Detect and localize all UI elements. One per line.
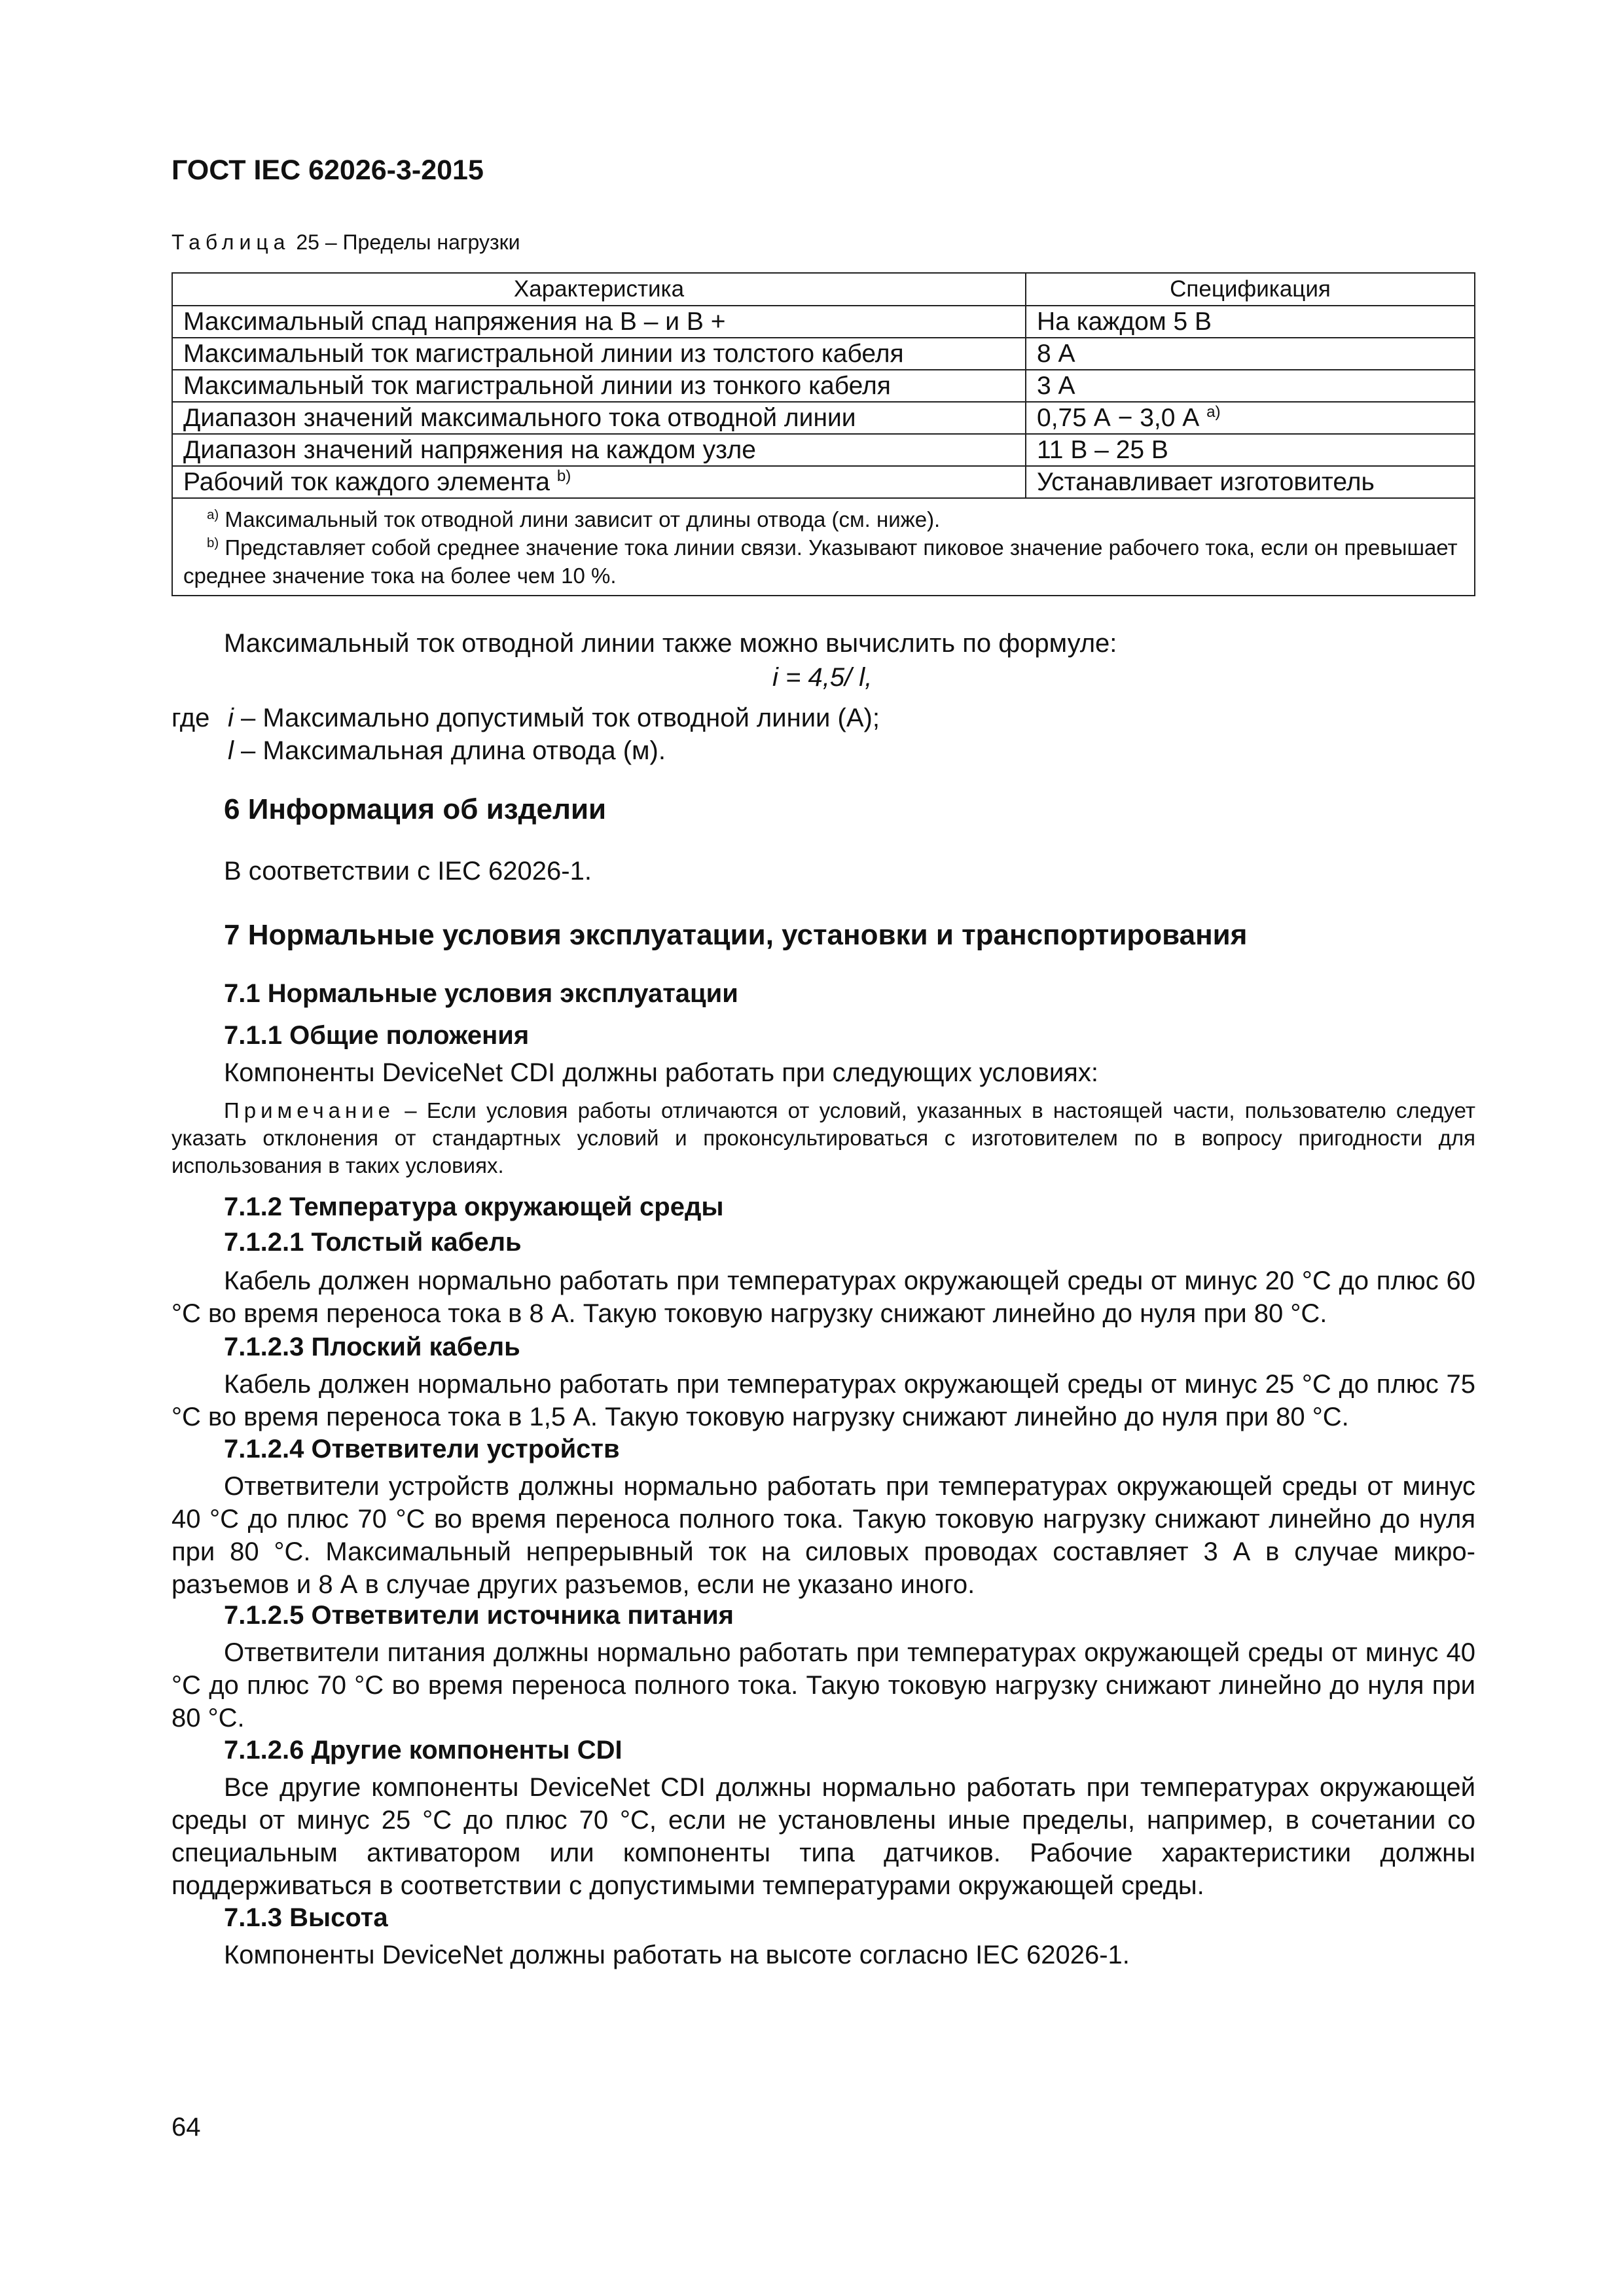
note-paragraph: [171, 1097, 1475, 1179]
var-description: – Максимальная длина отвода (м).: [233, 736, 666, 765]
table-notes-row: [172, 498, 1475, 596]
document-title: ГОСТ IEC 62026-3-2015: [171, 154, 484, 186]
cell-characteristic: Максимальный спад напряжения на В – и В +: [172, 306, 1026, 338]
table-row: [172, 434, 1475, 466]
cell-specification: Устанавливает изготовитель: [1026, 466, 1475, 498]
cell-characteristic: Диапазон значений максимального тока отводной линии: [172, 402, 1026, 434]
note-text: Максимальный ток отводной лини зависит от длины отвода (см. ниже).: [219, 507, 941, 531]
section-6-heading: 6 Информация об изделии: [224, 793, 607, 825]
section-7-1-2-5-heading: 7.1.2.5 Ответвители источника питания: [224, 1601, 734, 1630]
table-row: [172, 370, 1475, 402]
table-caption-word: Таблица: [171, 230, 291, 254]
section-7-1-2-1-text: Кабель должен нормально работать при температурах окружающей среды от минус 20 °С до плюс 60 °С во время переноса тока в 8 А. Такую токовую нагрузку снижают линейно до нуля при 80 °С.: [171, 1266, 1475, 1328]
footnote-ref-b: b): [556, 467, 571, 485]
section-7-1-1-heading: 7.1.1 Общие положения: [224, 1021, 530, 1050]
section-7-1-2-heading: 7.1.2 Температура окружающей среды: [224, 1193, 724, 1221]
cell-characteristic: Максимальный ток магистральной линии из тонкого кабеля: [172, 370, 1026, 402]
header-characteristic: Характеристика: [172, 273, 1026, 306]
cell-characteristic: Максимальный ток магистральной линии из толстого кабеля: [172, 338, 1026, 370]
section-7-1-heading: 7.1 Нормальные условия эксплуатации: [224, 979, 738, 1008]
section-7-1-2-3-heading: 7.1.2.3 Плоский кабель: [224, 1333, 520, 1361]
section-7-1-2-5-text: Ответвители питания должны нормально работать при температурах окружающей среды от минус 40 °С до плюс 70 °С во время переноса полного тока. Такую токовую нагрузку снижают линейно до нуля при 80 °С.: [171, 1638, 1475, 1732]
header-specification: Спецификация: [1026, 273, 1475, 306]
cell-specification: 3 А: [1026, 370, 1475, 402]
cell-specification: На каждом 5 В: [1026, 306, 1475, 338]
table-notes: [172, 498, 1475, 596]
section-7-1-2-3-text: Кабель должен нормально работать при температурах окружающей среды от минус 25 °С до плюс 75 °С во время переноса тока в 1,5 А. Такую токовую нагрузку снижают линейно до нуля при 80 °С.: [171, 1370, 1475, 1431]
cell-specification: 8 А: [1026, 338, 1475, 370]
table-caption: [171, 230, 520, 255]
table-note: [183, 505, 1464, 533]
spec-value: 0,75 А − 3,0 А: [1037, 404, 1200, 432]
section-7-1-2-6-text: Все другие компоненты DeviceNet CDI должны нормально работать при температурах окружающей среды от минус 25 °С до плюс 70 °С, если не установлены иные пределы, например, в сочетании со специальным активатором или компоненты типа датчиков. Рабочие характеристики должны поддерживаться в соответствии с допустимыми температурами окружающей среды.: [171, 1773, 1475, 1900]
section-7-1-2-4-heading: 7.1.2.4 Ответвители устройств: [224, 1435, 620, 1463]
note-mark: b): [207, 535, 219, 550]
table-row: [172, 306, 1475, 338]
table-row: [172, 466, 1475, 498]
note-label: Примечание: [224, 1098, 395, 1122]
page-number: 64: [171, 2113, 201, 2142]
section-7-1-3-heading: 7.1.3 Высота: [224, 1903, 388, 1932]
formula-var-i: [228, 702, 880, 734]
table-header-row: [172, 273, 1475, 306]
cell-specification: 11 В – 25 В: [1026, 434, 1475, 466]
table-row: [172, 338, 1475, 370]
section-7-1-2-1-heading: 7.1.2.1 Толстый кабель: [224, 1228, 522, 1257]
char-value: Рабочий ток каждого элемента: [183, 468, 550, 496]
section-7-1-2-6-heading: 7.1.2.6 Другие компоненты CDI: [224, 1736, 623, 1765]
note-text: Представляет собой среднее значение тока линии связи. Указывают пиковое значение рабочего тока, если он превышает среднее значение тока на более чем 10 %.: [183, 535, 1458, 588]
table-caption-text: 25 – Пределы нагрузки: [290, 230, 520, 254]
note-mark: a): [207, 507, 219, 522]
section-7-1-1-text: Компоненты DeviceNet CDI должны работать при следующих условиях:: [224, 1058, 1098, 1087]
cell-characteristic: [172, 466, 1026, 498]
formula-intro: Максимальный ток отводной линии также можно вычислить по формуле:: [224, 629, 1117, 658]
footnote-ref-a: a): [1206, 403, 1221, 421]
var-description: – Максимально допустимый ток отводной линии (А);: [233, 704, 880, 732]
formula-var-l: [228, 734, 666, 767]
cell-specification: [1026, 402, 1475, 434]
section-7-heading: 7 Нормальные условия эксплуатации, установки и транспортирования: [224, 919, 1248, 951]
section-7-1-2-4-text: Ответвители устройств должны нормально работать при температурах окружающей среды от минус 40 °С до плюс 70 °С во время переноса полного тока. Такую токовую нагрузку снижают линейно до нуля при 80 °С. Максимальный непрерывный ток на силовых проводах составляет 3 А в случае микро-разъемов и 8 А в случае других разъемов, если не указано иного.: [171, 1472, 1475, 1599]
cell-characteristic: Диапазон значений напряжения на каждом узле: [172, 434, 1026, 466]
note-body: – Если условия работы отличаются от условий, указанных в настоящей части, пользователю следует указать отклонения от стандартных условий и проконсультироваться с изготовителем по в вопросу пригодности для использования в таких условиях.: [171, 1098, 1475, 1177]
section-6-text: В соответствии с IEC 62026-1.: [224, 857, 592, 886]
formula-where: где: [171, 704, 210, 732]
section-7-1-3-text: Компоненты DeviceNet должны работать на высоте согласно IEC 62026-1.: [224, 1941, 1130, 1969]
var-symbol: i: [228, 704, 234, 732]
var-symbol: l: [228, 736, 234, 765]
formula: i = 4,5/ l,: [772, 663, 873, 692]
load-limits-table: [171, 272, 1475, 596]
table-note: [183, 533, 1464, 590]
table-row: [172, 402, 1475, 434]
